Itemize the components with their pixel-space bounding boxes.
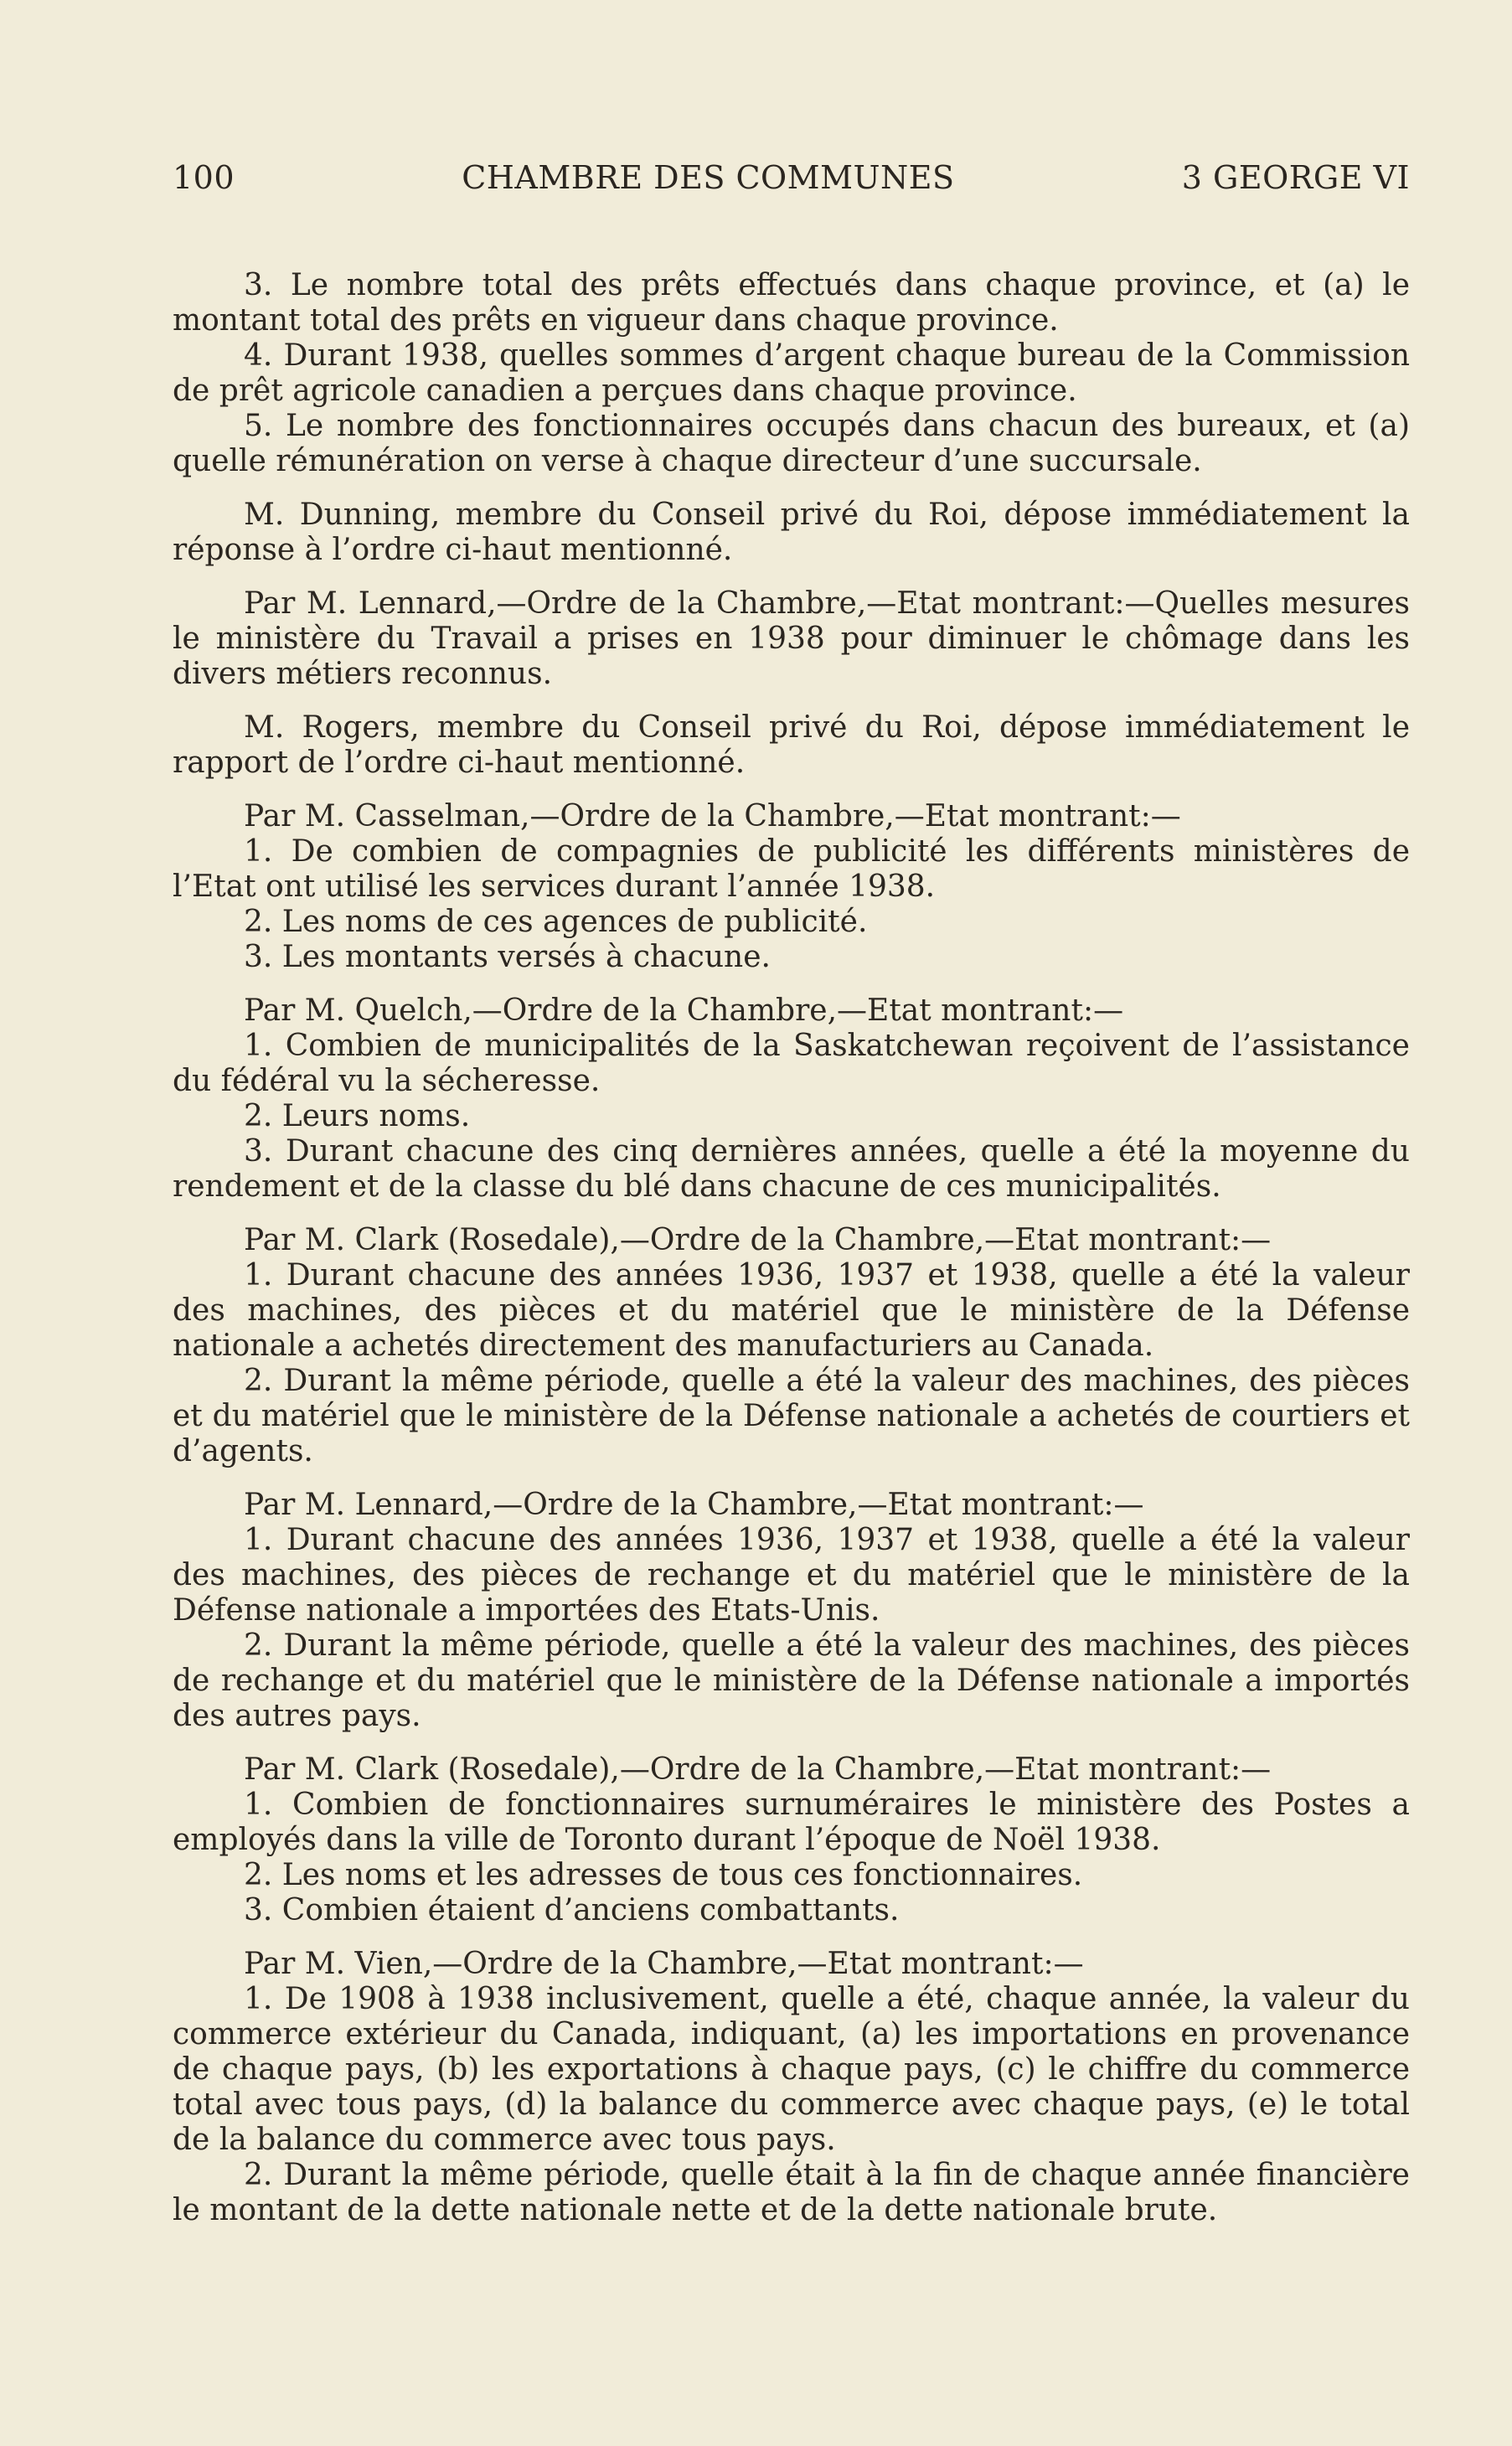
paragraph: 2. Leurs noms. (244, 1099, 471, 1133)
paragraph: M. Rogers, membre du Conseil privé du Roi, dépose immédiatement le rapport de l’ordre ci-haut mentionné. (173, 710, 1410, 780)
paragraph: Par M. Quelch,—Ordre de la Chambre,—Etat montrant:— (244, 993, 1124, 1028)
paragraph: 1. De 1908 à 1938 inclusivement, quelle a été, chaque année, la valeur du commerce extérieur du Canada, indiquant, (a) les importations en provenance de chaque pays, (b) les exportations à chaque pays, (c) le chiffre du commerce total avec tous pays, (d) la balance du commerce avec chaque pays, (e) le total de la balance du commerce avec tous pays. (173, 1982, 1410, 2157)
paragraph: M. Dunning, membre du Conseil privé du Roi, dépose immédiatement la réponse à l’ordre ci-haut mentionné. (173, 498, 1410, 567)
paragraph: 1. Durant chacune des années 1936, 1937 et 1938, quelle a été la valeur des machines, des pièces et du matériel que le ministère de la Défense nationale a achetés directement des manufacturiers au Canada. (173, 1258, 1410, 1363)
paragraph: 2. Durant la même période, quelle était à la fin de chaque année financière le montant de la dette nationale nette et de la dette nationale brute. (173, 2158, 1410, 2227)
session-label: 3 GEORGE VI (1181, 159, 1410, 196)
paragraph: Par M. Clark (Rosedale),—Ordre de la Chambre,—Etat montrant:— (244, 1223, 1272, 1257)
page-title: CHAMBRE DES COMMUNES (462, 159, 955, 196)
paragraph: 1. De combien de compagnies de publicité les différents ministères de l’Etat ont utilisé les services durant l’année 1938. (173, 834, 1410, 904)
paragraph: Par M. Casselman,—Ordre de la Chambre,—Etat montrant:— (244, 799, 1181, 833)
paragraph: 3. Le nombre total des prêts effectués dans chaque province, et (a) le montant total des prêts en vigueur dans chaque province. (173, 268, 1410, 338)
paragraph: 2. Durant la même période, quelle a été la valeur des machines, des pièces de rechange et du matériel que le ministère de la Défense nationale a importés des autres pays. (173, 1628, 1410, 1733)
paragraph: 3. Combien étaient d’anciens combattants. (244, 1893, 900, 1927)
paragraph: Par M. Lennard,—Ordre de la Chambre,—Etat montrant:—Quelles mesures le ministère du Travail a prises en 1938 pour diminuer le chômage dans les divers métiers reconnus. (173, 586, 1410, 691)
paragraph: 2. Durant la même période, quelle a été la valeur des machines, des pièces et du matériel que le ministère de la Défense nationale a achetés de courtiers et d’agents. (173, 1364, 1410, 1468)
paragraph: Par M. Vien,—Ordre de la Chambre,—Etat montrant:— (244, 1947, 1084, 1981)
body-text (173, 268, 1410, 2228)
paragraph: 2. Les noms et les adresses de tous ces fonctionnaires. (244, 1858, 1083, 1892)
paragraph: 5. Le nombre des fonctionnaires occupés dans chacun des bureaux, et (a) quelle rémunération on verse à chaque directeur d’une succursale. (173, 409, 1410, 478)
paragraph: Par M. Clark (Rosedale),—Ordre de la Chambre,—Etat montrant:— (244, 1752, 1272, 1787)
running-header (173, 159, 1410, 196)
page-number: 100 (173, 159, 235, 196)
paragraph: 1. Durant chacune des années 1936, 1937 et 1938, quelle a été la valeur des machines, des pièces de rechange et du matériel que le ministère de la Défense nationale a importées des Etats-Unis. (173, 1523, 1410, 1628)
paragraph: Par M. Lennard,—Ordre de la Chambre,—Etat montrant:— (244, 1488, 1144, 1522)
paragraph: 1. Combien de fonctionnaires surnuméraires le ministère des Postes a employés dans la ville de Toronto durant l’époque de Noël 1938. (173, 1788, 1410, 1857)
paragraph: 3. Les montants versés à chacune. (244, 940, 771, 974)
paragraph: 4. Durant 1938, quelles sommes d’argent chaque bureau de la Commission de prêt agricole canadien a perçues dans chaque province. (173, 338, 1410, 408)
paragraph: 1. Combien de municipalités de la Saskatchewan reçoivent de l’assistance du fédéral vu la sécheresse. (173, 1029, 1410, 1098)
paragraph: 3. Durant chacune des cinq dernières années, quelle a été la moyenne du rendement et de la classe du blé dans chacune de ces municipalités. (173, 1134, 1410, 1204)
paragraph: 2. Les noms de ces agences de publicité. (244, 905, 868, 939)
